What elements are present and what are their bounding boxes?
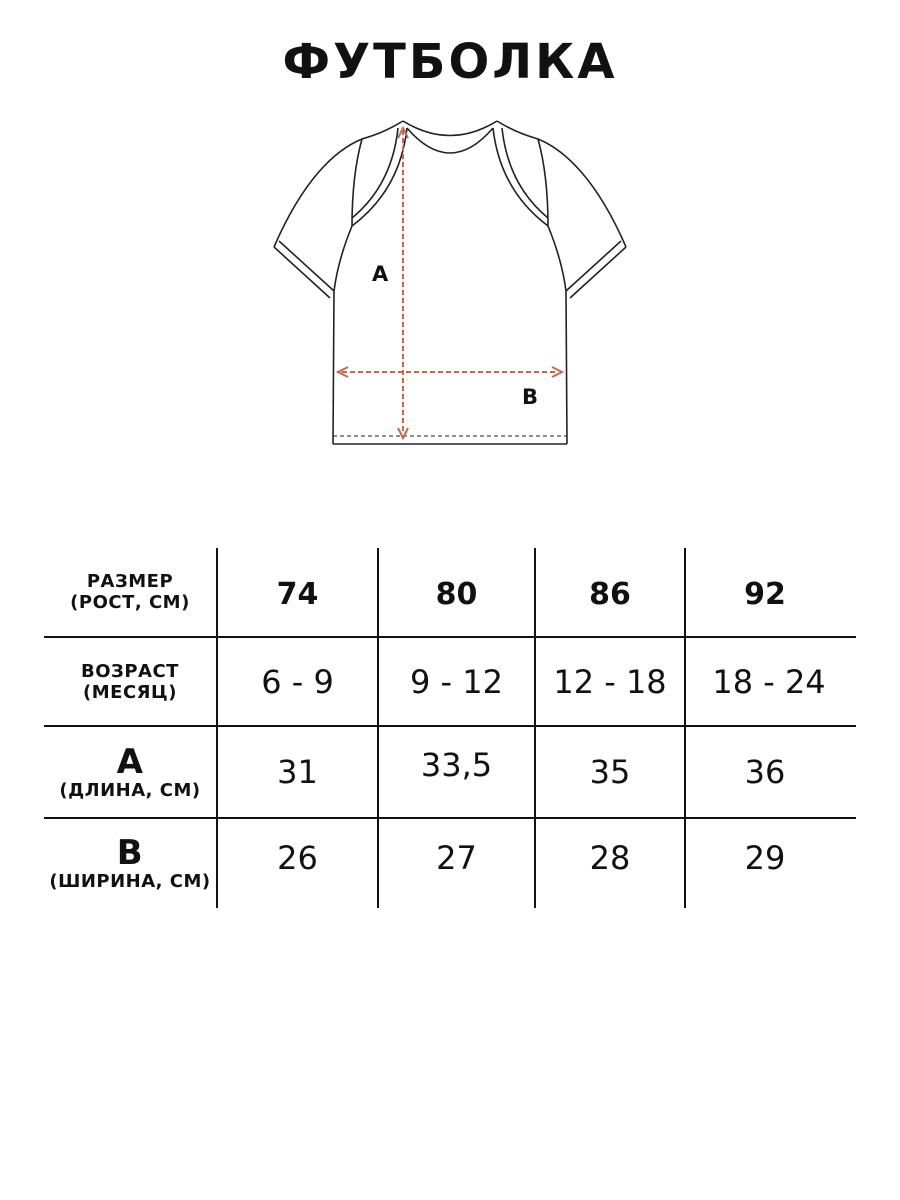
row-header-width (44, 819, 216, 908)
page-title: ФУТБОЛКА (282, 34, 618, 90)
age-cell: 12 - 18 (553, 662, 667, 701)
row-header-length (44, 727, 216, 817)
size-cell: 80 (435, 576, 478, 612)
width-cell: 26 (277, 838, 318, 877)
left-sleeve-hem-outer (274, 247, 330, 298)
right-shoulder (497, 121, 626, 247)
width-cell: 27 (436, 838, 477, 877)
width-cell: 28 (589, 838, 631, 877)
dimension-label-b: B (522, 385, 539, 409)
row-header-age (44, 638, 216, 725)
row-header-title: B (116, 833, 144, 873)
length-cell: 36 (744, 753, 786, 791)
age-cell: 18 - 24 (712, 662, 826, 701)
length-cell: 31 (277, 753, 318, 791)
length-cell: 33,5 (420, 746, 493, 784)
length-cell: 35 (589, 753, 631, 791)
size-cell: 86 (589, 576, 631, 612)
age-cell: 6 - 9 (261, 662, 334, 701)
left-shoulder (274, 121, 403, 247)
row-header-size (44, 548, 216, 636)
left-side (333, 226, 352, 444)
row-header-title: ВОЗРАСТ (81, 660, 179, 682)
size-table (44, 548, 856, 908)
right-side (548, 226, 567, 444)
row-header-title: A (116, 741, 144, 782)
right-sleeve-hem-outer (570, 247, 626, 298)
size-cell: 74 (276, 576, 319, 612)
row-header-subtitle: (МЕСЯЦ) (83, 681, 177, 703)
row-header-subtitle: (ШИРИНА, СМ) (49, 871, 211, 892)
right-sleeve-hem-inner (566, 241, 621, 291)
size-cell: 92 (744, 576, 786, 612)
neckline-inner (407, 128, 493, 153)
row-header-title: РАЗМЕР (86, 571, 174, 592)
dimension-label-a: A (372, 262, 389, 286)
neckline-outer (403, 121, 497, 136)
age-cell: 9 - 12 (410, 662, 503, 701)
tshirt-diagram (260, 112, 640, 457)
left-sleeve-hem-inner (279, 241, 334, 291)
row-header-subtitle: (РОСТ, СМ) (70, 592, 190, 613)
width-cell: 29 (744, 838, 786, 877)
row-header-subtitle: (ДЛИНА, СМ) (59, 779, 201, 801)
